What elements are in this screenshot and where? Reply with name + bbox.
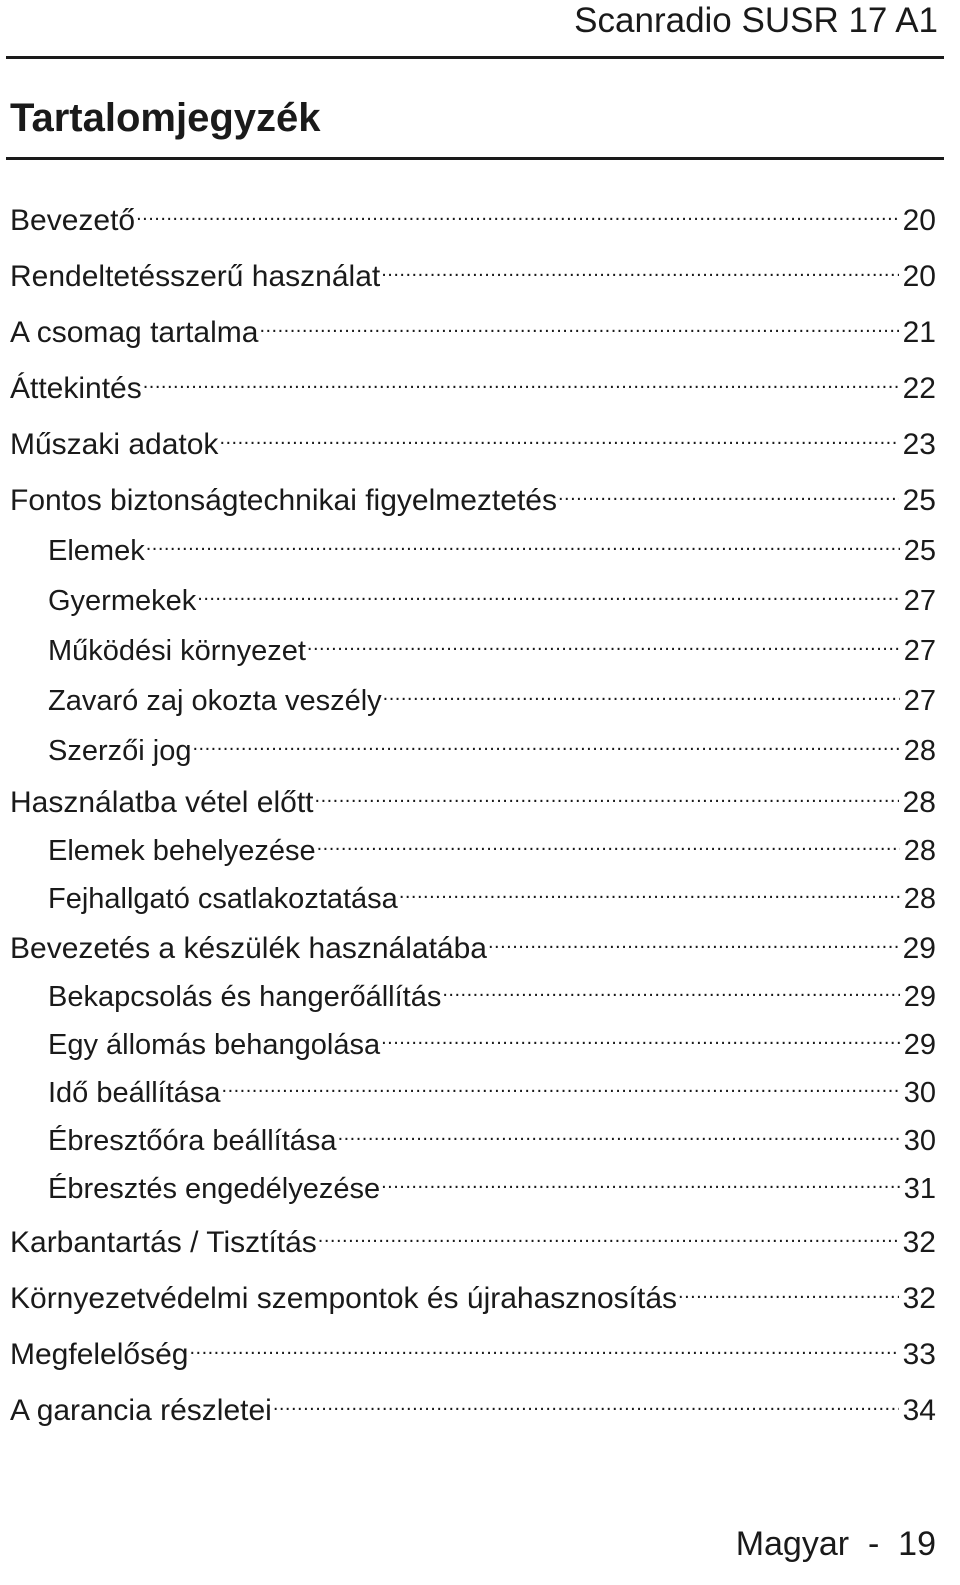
toc-entry-page: 23 bbox=[902, 428, 936, 461]
toc-dot-leader bbox=[273, 1380, 899, 1420]
toc-entry-label: Műszaki adatok bbox=[10, 428, 219, 461]
toc-entry bbox=[48, 670, 936, 717]
toc-entry-page: 32 bbox=[902, 1282, 936, 1315]
toc-entry bbox=[48, 966, 936, 1013]
toc-entry-label: Zavaró zaj okozta veszély bbox=[48, 685, 382, 717]
toc-dot-leader bbox=[381, 246, 898, 286]
header-rule bbox=[6, 56, 944, 59]
toc-entry-page: 22 bbox=[902, 372, 936, 405]
toc-dot-leader bbox=[381, 1158, 900, 1198]
toc-entry bbox=[48, 1158, 936, 1205]
toc-entry bbox=[48, 620, 936, 667]
toc-entry-label: Idő beállítása bbox=[48, 1077, 221, 1109]
toc-entry bbox=[10, 1324, 936, 1371]
toc-entry bbox=[10, 1212, 936, 1259]
toc-entry bbox=[10, 470, 936, 517]
toc-dot-leader bbox=[307, 620, 900, 660]
toc-entry-page: 32 bbox=[902, 1226, 936, 1259]
toc-entry bbox=[48, 1110, 936, 1157]
toc-dot-leader bbox=[442, 966, 899, 1006]
toc-entry-label: A garancia részletei bbox=[10, 1394, 272, 1427]
toc-dot-leader bbox=[318, 1212, 899, 1252]
toc-entry-label: Áttekintés bbox=[10, 372, 142, 405]
toc-entry-page: 21 bbox=[902, 316, 936, 349]
toc-entry-page: 27 bbox=[903, 685, 936, 717]
toc-entry bbox=[10, 302, 936, 349]
toc-dot-leader bbox=[383, 670, 900, 710]
toc-dot-leader bbox=[399, 868, 900, 908]
toc-entry-page: 20 bbox=[902, 260, 936, 293]
toc-entry-label: Elemek bbox=[48, 535, 145, 567]
toc-entry bbox=[48, 720, 936, 767]
toc-entry bbox=[10, 358, 936, 405]
toc-entry bbox=[10, 918, 936, 965]
page-footer: Magyar - 19 bbox=[735, 1525, 936, 1563]
toc-entry bbox=[48, 1062, 936, 1109]
toc-entry-page: 34 bbox=[902, 1394, 936, 1427]
toc-entry-page: 28 bbox=[903, 735, 936, 767]
toc-entry bbox=[48, 820, 936, 867]
toc-dot-leader bbox=[222, 1062, 900, 1102]
toc-entry-page: 25 bbox=[903, 535, 936, 567]
document-model-header: Scanradio SUSR 17 A1 bbox=[574, 1, 938, 40]
toc-entry-label: A csomag tartalma bbox=[10, 316, 259, 349]
toc-entry-label: Ébresztés engedélyezése bbox=[48, 1173, 381, 1205]
toc-entry-page: 29 bbox=[903, 981, 936, 1013]
toc-dot-leader bbox=[146, 520, 900, 560]
toc-entry bbox=[10, 1268, 936, 1315]
toc-dot-leader bbox=[678, 1268, 899, 1308]
toc-entry-page: 27 bbox=[903, 585, 936, 617]
toc-entry-label: Használatba vétel előtt bbox=[10, 786, 314, 819]
toc-dot-leader bbox=[197, 570, 899, 610]
toc-entry-page: 29 bbox=[903, 1029, 936, 1061]
toc-dot-leader bbox=[488, 918, 899, 958]
toc-entry-page: 29 bbox=[902, 932, 936, 965]
toc-dot-leader bbox=[219, 414, 898, 454]
toc-dot-leader bbox=[189, 1324, 898, 1364]
toc-entry-page: 28 bbox=[903, 835, 936, 867]
toc-entry-page: 30 bbox=[903, 1125, 936, 1157]
page-title: Tartalomjegyzék bbox=[10, 96, 321, 140]
toc-entry-label: Karbantartás / Tisztítás bbox=[10, 1226, 317, 1259]
toc-entry-page: 31 bbox=[903, 1173, 936, 1205]
toc-entry-label: Fejhallgató csatlakoztatása bbox=[48, 883, 398, 915]
toc-entry-page: 28 bbox=[902, 786, 936, 819]
toc-entry-label: Bekapcsolás és hangerőállítás bbox=[48, 981, 442, 1013]
toc-entry-label: Szerzői jog bbox=[48, 735, 192, 767]
toc-entry bbox=[48, 520, 936, 567]
toc-entry bbox=[10, 772, 936, 819]
toc-entry-label: Bevezető bbox=[10, 204, 136, 237]
toc-entry-label: Rendeltetésszerű használat bbox=[10, 260, 381, 293]
toc-dot-leader bbox=[192, 720, 899, 760]
toc-entry-label: Megfelelőség bbox=[10, 1338, 189, 1371]
toc-entry-label: Ébresztőóra beállítása bbox=[48, 1125, 337, 1157]
toc-entry-label: Bevezetés a készülék használatába bbox=[10, 932, 487, 965]
title-rule bbox=[6, 157, 944, 160]
toc-entry bbox=[48, 868, 936, 915]
toc-entry-label: Működési környezet bbox=[48, 635, 306, 667]
toc-entry-page: 25 bbox=[902, 484, 936, 517]
toc-entry-label: Környezetvédelmi szempontok és újrahasznosítás bbox=[10, 1282, 678, 1315]
toc-entry-page: 27 bbox=[903, 635, 936, 667]
toc-entry-label: Elemek behelyezése bbox=[48, 835, 316, 867]
toc-entry-page: 20 bbox=[902, 204, 936, 237]
toc-dot-leader bbox=[315, 772, 899, 812]
toc-entry bbox=[10, 414, 936, 461]
toc-dot-leader bbox=[317, 820, 900, 860]
toc-entry-label: Egy állomás behangolása bbox=[48, 1029, 381, 1061]
toc-entry-page: 33 bbox=[902, 1338, 936, 1371]
toc-entry bbox=[10, 1380, 936, 1427]
toc-dot-leader bbox=[143, 358, 899, 398]
toc-dot-leader bbox=[558, 470, 899, 510]
toc-entry-label: Gyermekek bbox=[48, 585, 197, 617]
toc-entry bbox=[10, 190, 936, 237]
toc-entry-page: 30 bbox=[903, 1077, 936, 1109]
toc-entry-label: Fontos biztonságtechnikai figyelmeztetés bbox=[10, 484, 557, 517]
toc-entry bbox=[10, 246, 936, 293]
toc-entry bbox=[48, 570, 936, 617]
toc-dot-leader bbox=[338, 1110, 900, 1150]
toc-dot-leader bbox=[136, 190, 899, 230]
toc-entry-page: 28 bbox=[903, 883, 936, 915]
toc-dot-leader bbox=[259, 302, 898, 342]
toc-entry bbox=[48, 1014, 936, 1061]
toc-dot-leader bbox=[381, 1014, 900, 1054]
